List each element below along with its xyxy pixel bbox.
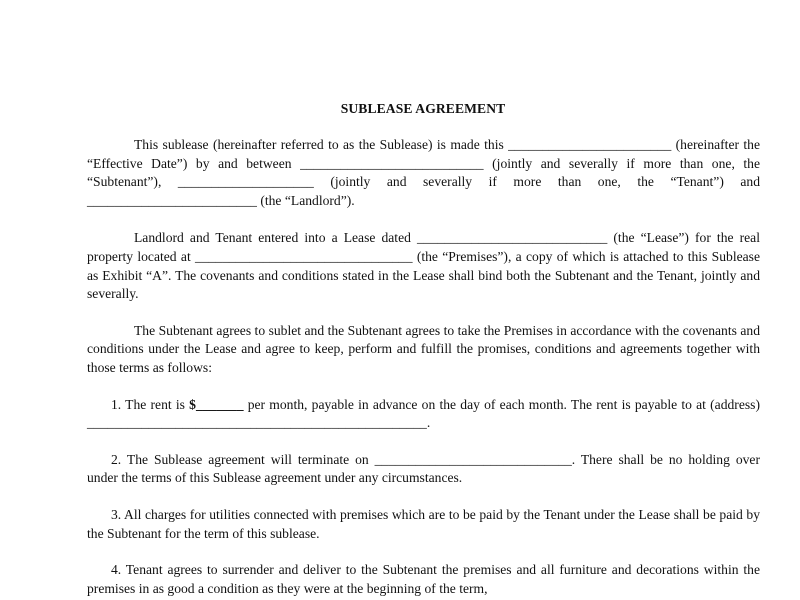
- clause-3-utilities: [87, 506, 760, 543]
- paragraph-lease-text: Landlord and Tenant entered into a Lease dated ____________________________ (the “Lease”) for the real property located at ________________________________ (the “Premises”), a copy of which is attached to this Sublease as Exhibit “A”. The covenants and conditions stated in the Lease shall bind both the Subtenant and the Tenant, jointly and severally.: [87, 230, 760, 302]
- clause-4-surrender: [87, 561, 760, 598]
- paragraph-agreement: [87, 322, 760, 378]
- clause-1-prefix: 1. The rent is: [111, 396, 190, 412]
- clause-1-text: per month, payable in advance on the day of each month. The rent is payable to at (address) __________________________________________________.: [87, 396, 760, 431]
- document-body: [87, 136, 760, 598]
- clause-4-text: 4. Tenant agrees to surrender and deliver to the Subtenant the premises and all furniture and decorations within the premises in as good a condition as they were at the beginning of the term,: [87, 562, 760, 596]
- paragraph-lease: [87, 229, 760, 303]
- paragraph-intro-text: This sublease (hereinafter referred to as the Sublease) is made this ________________________ (hereinafter the “Effective Date”) by and between ___________________________ (jointly and severally if more than one, the “Subtenant”), ____________________ (jointly and severally if more than one, the “Tenant”) and _________________________ (the “Landlord”).: [87, 137, 760, 208]
- paragraph-intro: [87, 136, 760, 210]
- clause-1-rent-amount: $_______: [189, 396, 244, 412]
- clause-3-text: 3. All charges for utilities connected with premises which are to be paid by the Tenant under the Lease shall be paid by the Subtenant for the term of this sublease.: [87, 506, 760, 541]
- clause-2-text: 2. The Sublease agreement will terminate on _____________________________. There shall be no holding over under the terms of this Sublease agreement under any circumstances.: [87, 451, 760, 486]
- document-title: SUBLEASE AGREEMENT: [340, 101, 506, 116]
- clause-1-rent: [87, 396, 760, 433]
- paragraph-agreement-text: The Subtenant agrees to sublet and the Subtenant agrees to take the Premises in accordance with the covenants and conditions under the Lease and agree to keep, perform and fulfill the promises, conditions and agreements together with those terms as follows:: [87, 322, 760, 375]
- clause-2-termination: [87, 451, 760, 488]
